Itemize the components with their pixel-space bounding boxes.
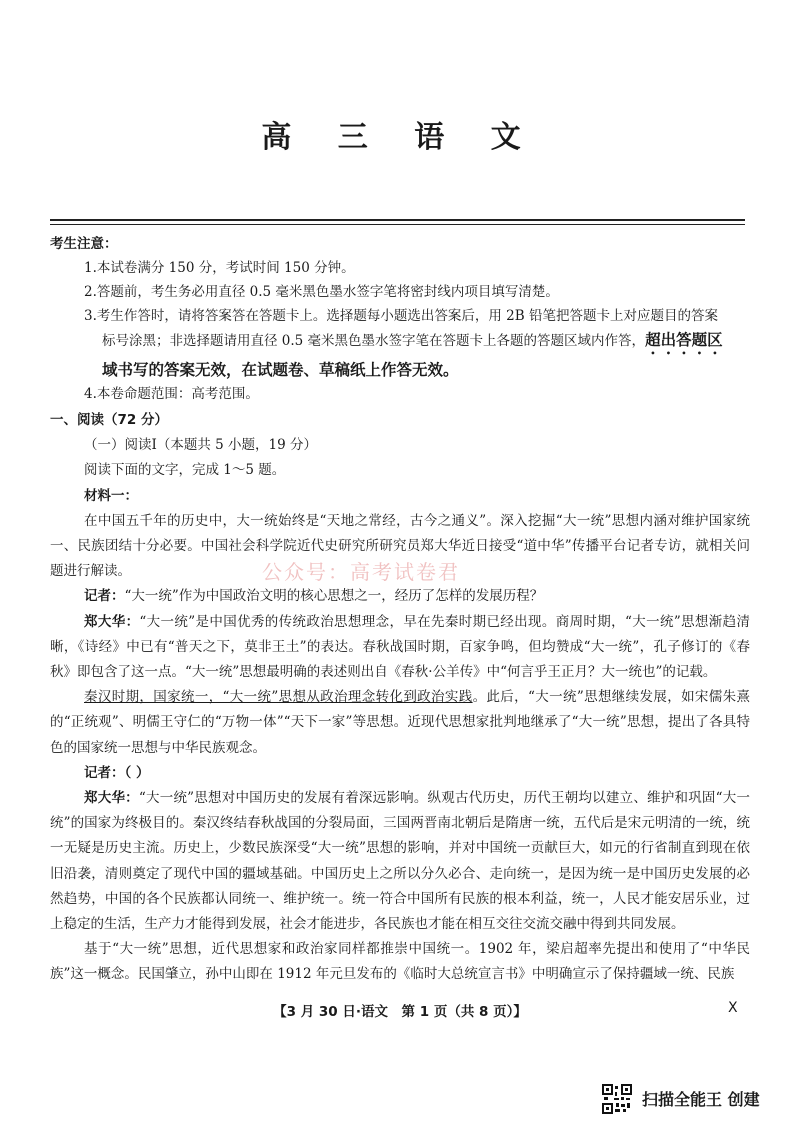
divider-thin [50, 224, 745, 225]
question-1-text: “大一统”作为中国政治文明的核心思想之一，经历了怎样的发展历程？ [124, 588, 544, 605]
notice-item-2: 2.答题前，考生务必用直径 0.5 毫米黑色墨水签字笔将密封线内项目填写清楚。 [84, 284, 559, 300]
page-title: 高 三 语 文 [261, 120, 539, 155]
interview-question-1 [50, 584, 750, 609]
page-footer: 【3 月 30 日·语文 第 1 页（共 8 页）】 [273, 1004, 527, 1020]
material-label: 材料一： [84, 487, 138, 504]
answer-1-text: “大一统”是中国优秀的传统政治思想理念，早在先秦时期已经出现。商周时期，“大一统”思想渐趋清晰，《诗经》中已有“普天之下，莫非王土”的表达。春秋战国时期，百家争鸣，但均赞成“大一统”，孔子修订的《春秋》即包含了这一点。“大一统”思想最明确的表述则出自《春秋·公羊传》中“何言乎王正月？大一统也”的记载。 [50, 613, 750, 681]
reporter-label-2: 记者： [84, 764, 125, 781]
watermark: 公众号：高考试卷君 [262, 560, 460, 584]
footer-letter: X [728, 1000, 738, 1016]
notice-item-4: 4.本卷命题范围：高考范围。 [84, 386, 259, 402]
subsection-heading: （一）阅读Ⅰ（本题共 5 小题，19 分） [84, 437, 317, 454]
interview-answer-2 [50, 786, 750, 937]
interview-answer-1 [50, 610, 750, 686]
notice-item-3-line-2-text: 标号涂黑；非选择题请用直径 0.5 毫米黑色墨水签字笔在答题卡上各题的答题区域内作答， [102, 333, 646, 349]
answer-2-text: “大一统”思想对中国历史的发展有着深远影响。纵观古代历史，历代王朝均以建立、维护和巩固“大一统”的国家为终极目的。秦汉终结春秋战国的分裂局面，三国两晋南北朝后是隋唐一统，五代后是宋元明清的一统，统一无疑是历史主流。历史上，少数民族深受“大一统”思想的影响，并对中国统一贡献巨大，如元的行省制直到现在依旧沿袭，清则奠定了现代中国的疆域基础。中国历史上之所以分久必合、走向统一，是因为统一是中国历史发展的必然趋势，中国的各个民族都认同统一、维护统一。统一符合中国所有民族的根本利益，统一，人民才能安居乐业，过上稳定的生活，生产力才能得到发展，社会才能进步，各民族也才能在相互交往交流交融中得到共同发展。 [50, 790, 750, 933]
exam-notice [50, 232, 750, 406]
answer-2-continued: 基于“大一统”思想，近代思想家和政治家同样都推崇中国统一。1902 年，梁启超率先提出和使用了“中华民族”这一概念。民国肇立，孙中山即在 1912 年元旦发布的《临时大总统宣言书》中明确宣示了保持疆域一统、民族 [50, 941, 750, 983]
reading-section [50, 408, 750, 988]
qr-code-icon [602, 1084, 632, 1114]
notice-item-3-line-2 [50, 328, 750, 358]
divider-thick [50, 219, 745, 221]
notice-heading: 考生注意： [50, 236, 118, 252]
section-heading: 一、阅读（72 分） [50, 412, 168, 428]
answer-1-continued-text: 。此后，“大一统”思想继续发展，如宋儒朱熹的“正统观”、明儒王守仁的“万物一体”“天下一家”等思想。近现代思想家批判地继承了“大一统”思想，提出了各具特色的国家统一思想与中华民族观念。 [50, 689, 750, 756]
notice-warning-start: 超出答题区 [645, 331, 723, 349]
question-2-blank: （ ） [124, 764, 150, 781]
scanner-app-label: 扫描全能王 创建 [642, 1090, 760, 1109]
interviewee-label: 郑大华： [84, 613, 140, 630]
answer-1-continued [50, 685, 750, 761]
section-instruction: 阅读下面的文字，完成 1～5 题。 [84, 462, 286, 479]
interviewee-label-2: 郑大华： [84, 790, 139, 807]
notice-item-1: 1.本试卷满分 150 分，考试时间 150 分钟。 [84, 260, 355, 276]
interview-question-2 [50, 761, 750, 786]
notice-warning-end: 域书写的答案无效，在试题卷、草稿纸上作答无效。 [102, 361, 459, 379]
reporter-label: 记者： [84, 588, 125, 605]
intro-paragraph: 在中国五千年的历史中，大一统始终是“天地之常经，古今之通义”。深入挖掘“大一统”思想内涵对维护国家统一、民族团结十分必要。中国社会科学院近代史研究所研究员郑大华近日接受“道中华”传播平台记者专访，就相关问题进行解读。 [50, 512, 750, 580]
underlined-sentence: 秦汉时期，国家统一，“大一统”思想从政治理念转化到政治实践 [84, 689, 473, 706]
notice-item-3-line-1: 3.考生作答时，请将答案答在答题卡上。选择题每小题选出答案后，用 2B 铅笔把答题卡上对应题目的答案 [84, 308, 718, 324]
